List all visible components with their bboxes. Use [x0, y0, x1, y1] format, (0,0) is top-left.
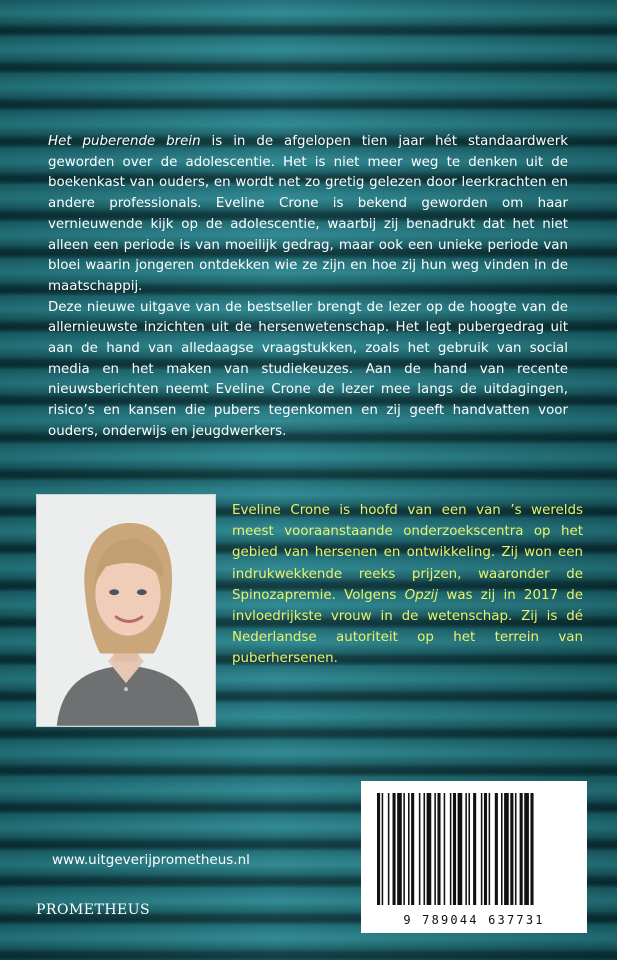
author-photo [36, 494, 216, 727]
author-bio [232, 500, 583, 670]
isbn-digits: 9 789044 637731 [403, 913, 545, 927]
barcode-bars [361, 781, 587, 911]
magazine-name: Opzij [404, 587, 439, 603]
blurb-paragraph-1-text: is in de afgelopen tien jaar hét standaardwerk geworden over de adolescentie. Het is niet meer weg te denken uit de boekenkast van ouders, en wordt net zo gretig gelezen door leerkrachten en andere professionals. Eveline Crone is bekend geworden om haar vernieuwende kijk op de adolescentie, waarbij zij benadrukt dat het niet alleen een periode is van moeilijk gedrag, maar ook een unieke periode van bloei waarin jongeren ontdekken wie ze zijn en hoe zij hun weg vinden in de maatschappij. [48, 134, 568, 294]
publisher-url[interactable]: www.uitgeverijprometheus.nl [52, 852, 250, 868]
isbn-barcode [361, 781, 587, 933]
blurb-paragraph-2: Deze nieuwe uitgave van de bestseller brengt de lezer op de hoogte van de allernieuwste inzichten uit de hersenwetenschap. Het legt pubergedrag uit aan de hand van alledaagse vraagstukken, zoals het gebruik van social media en het maken van studiekeuzes. Aan de hand van recente nieuwsberichten neemt Eveline Crone de lezer mee langs de uitdagingen, risico’s en kansen die pubers tegenkomen en zij geeft handvatten voor ouders, onderwijs en jeugdwerkers. [48, 299, 568, 439]
back-cover-blurb [48, 132, 568, 443]
publisher-logo: PROMETHEUS [36, 902, 151, 918]
author-bio-text-2: was zij in 2017 de invloedrijkste vrouw in de wetenschap. Zij is dé Nederlandse autoriteit op het terrein van puberhersenen. [232, 587, 583, 667]
author-bio-text-1: Eveline Crone is hoofd van een van ’s werelds meest vooraanstaande onderzoekscentra op het gebied van hersenen en ontwikkeling. Zij won een indrukwekkende reeks prijzen, waaronder de Spinozapremie. Volgens [232, 503, 583, 603]
book-title: Het puberende brein [48, 134, 201, 149]
blurb-paragraph-1 [48, 132, 568, 298]
author-portrait-image [37, 495, 215, 726]
